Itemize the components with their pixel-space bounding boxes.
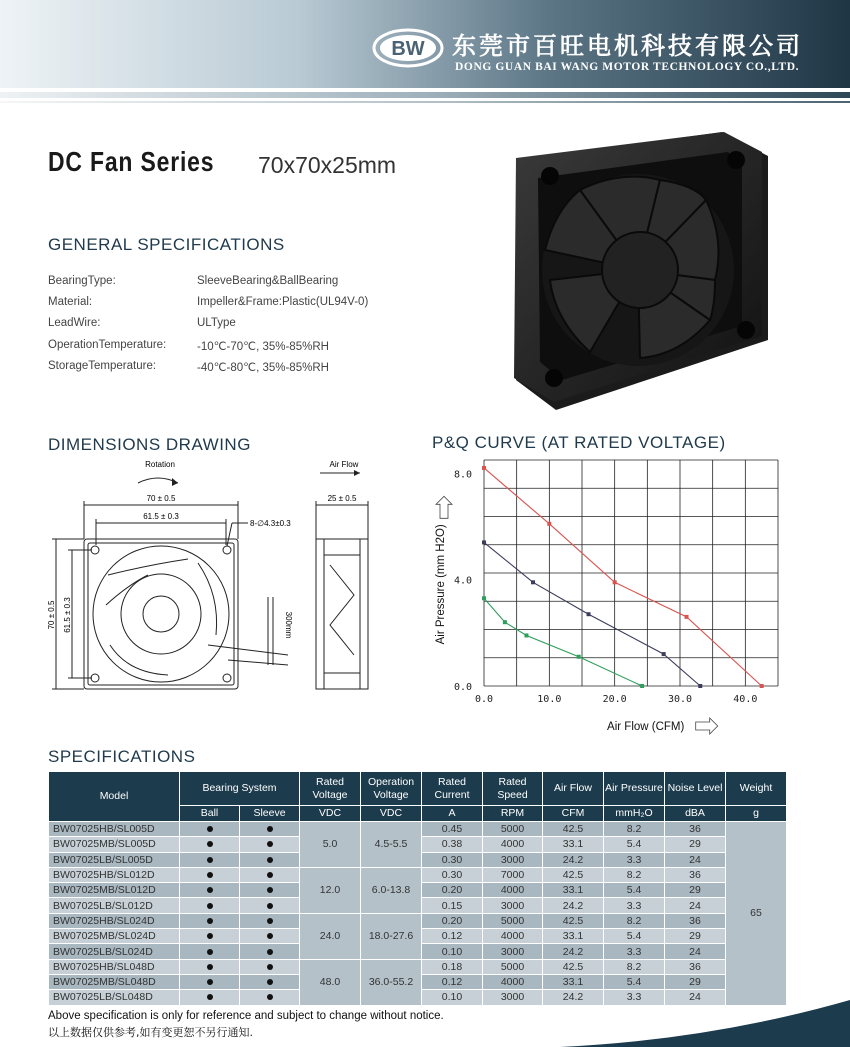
bullet-icon <box>267 826 273 832</box>
ball-cell <box>180 837 240 852</box>
data-point <box>531 580 535 584</box>
ball-cell <box>180 822 240 837</box>
bullet-icon <box>207 887 213 893</box>
th-rated-voltage: Rated Voltage <box>300 772 361 806</box>
flow-cell: 42.5 <box>543 867 604 882</box>
th-bearing: Bearing System <box>180 772 300 806</box>
pressure-cell: 8.2 <box>604 867 665 882</box>
flow-cell: 24.2 <box>543 944 604 959</box>
sleeve-cell <box>240 852 300 867</box>
depth-label: 25 ± 0.5 <box>327 494 357 503</box>
spec-row <box>48 359 329 374</box>
flow-cell: 24.2 <box>543 990 604 1005</box>
model-cell: BW07025LB/SL005D <box>49 852 180 867</box>
pressure-cell: 5.4 <box>604 974 665 989</box>
data-point <box>547 522 551 526</box>
page-title: DC Fan Series <box>48 146 215 177</box>
arrow-up-icon <box>436 496 452 518</box>
height-outer-label: 70 ± 0.5 <box>47 600 56 630</box>
series-line <box>484 598 642 686</box>
th-unit-noise: dBA <box>665 806 726 822</box>
weight-cell: 65 <box>726 822 787 1006</box>
data-point <box>503 620 507 624</box>
operation-voltage-cell: 18.0-27.6 <box>361 913 422 959</box>
pressure-cell: 3.3 <box>604 990 665 1005</box>
th-unit-flow: CFM <box>543 806 604 822</box>
data-point <box>482 540 486 544</box>
current-cell: 0.10 <box>422 990 483 1005</box>
bullet-icon <box>267 979 273 985</box>
general-spec-heading: GENERAL SPECIFICATIONS <box>48 235 285 254</box>
th-operation-voltage: Operation Voltage <box>361 772 422 806</box>
pressure-cell: 5.4 <box>604 837 665 852</box>
data-point <box>587 612 591 616</box>
corner-decoration <box>560 1000 850 1047</box>
model-cell: BW07025HB/SL024D <box>49 913 180 928</box>
noise-cell: 36 <box>665 959 726 974</box>
current-cell: 0.12 <box>422 929 483 944</box>
noise-cell: 24 <box>665 944 726 959</box>
spec-label: BearingType: <box>48 275 116 287</box>
pressure-cell: 5.4 <box>604 883 665 898</box>
header-stripe-thin <box>0 101 850 103</box>
spec-row <box>48 338 329 353</box>
model-cell: BW07025MB/SL048D <box>49 974 180 989</box>
y-tick-label: 0.0 <box>453 682 472 693</box>
spec-value: -10℃-70℃, 35%-85%RH <box>197 340 329 353</box>
noise-cell: 24 <box>665 990 726 1005</box>
flow-cell: 33.1 <box>543 837 604 852</box>
bullet-icon <box>267 841 273 847</box>
current-cell: 0.30 <box>422 852 483 867</box>
data-point <box>698 684 702 688</box>
sleeve-cell <box>240 883 300 898</box>
airflow-label: Air Flow <box>329 460 359 469</box>
specifications-table <box>48 771 787 1006</box>
sleeve-cell <box>240 867 300 882</box>
bullet-icon <box>267 903 273 909</box>
ball-cell <box>180 990 240 1005</box>
spec-value: -40℃-80℃, 35%-85%RH <box>197 361 329 374</box>
pq-chart <box>424 432 804 732</box>
th-unit-operation-voltage: VDC <box>361 806 422 822</box>
noise-cell: 24 <box>665 898 726 913</box>
th-air-pressure: Air Pressure <box>604 772 665 806</box>
th-rated-speed: Rated Speed <box>483 772 543 806</box>
x-tick-label: 20.0 <box>602 694 627 705</box>
spec-value: Impeller&Frame:Plastic(UL94V-0) <box>197 296 369 309</box>
fan-size: 70x70x25mm <box>258 152 397 178</box>
operation-voltage-cell: 6.0-13.8 <box>361 867 422 913</box>
model-cell: BW07025LB/SL012D <box>49 898 180 913</box>
bullet-icon <box>207 933 213 939</box>
ball-cell <box>180 913 240 928</box>
current-cell: 0.20 <box>422 883 483 898</box>
data-point <box>662 652 666 656</box>
current-cell: 0.30 <box>422 867 483 882</box>
current-cell: 0.12 <box>422 974 483 989</box>
operation-voltage-cell: 36.0-55.2 <box>361 959 422 1005</box>
bullet-icon <box>207 979 213 985</box>
arrow-right-icon <box>696 718 718 734</box>
width-outer-label: 70 ± 0.5 <box>146 494 176 503</box>
spec-label: OperationTemperature: <box>48 338 167 351</box>
current-cell: 0.15 <box>422 898 483 913</box>
spec-row <box>48 317 236 330</box>
noise-cell: 36 <box>665 867 726 882</box>
dimensions-heading: DIMENSIONS DRAWING <box>48 435 251 454</box>
spec-label: Material: <box>48 296 93 309</box>
bullet-icon <box>267 949 273 955</box>
disclaimer-cn: 以上数据仅供参考,如有变更恕不另行通知. <box>48 1026 253 1039</box>
lead-length-label: 300mm <box>284 611 293 639</box>
rated-voltage-cell: 12.0 <box>300 867 361 913</box>
model-cell: BW07025MB/SL005D <box>49 837 180 852</box>
y-tick-label: 8.0 <box>453 469 472 481</box>
operation-voltage-cell: 4.5-5.5 <box>361 822 422 868</box>
ball-cell <box>180 852 240 867</box>
data-point <box>613 580 617 584</box>
x-tick-label: 0.0 <box>474 694 494 705</box>
data-point <box>760 684 764 688</box>
th-model: Model <box>49 772 180 822</box>
logo-text: BW <box>391 38 425 60</box>
company-logo <box>372 28 444 68</box>
speed-cell: 4000 <box>483 883 543 898</box>
table-row <box>49 913 787 928</box>
bullet-icon <box>267 887 273 893</box>
pq-heading: P&Q CURVE (AT RATED VOLTAGE) <box>432 433 726 452</box>
noise-cell: 29 <box>665 974 726 989</box>
sleeve-cell <box>240 913 300 928</box>
sleeve-cell <box>240 959 300 974</box>
current-cell: 0.18 <box>422 959 483 974</box>
ball-cell <box>180 867 240 882</box>
ball-cell <box>180 974 240 989</box>
bullet-icon <box>267 994 273 1000</box>
flow-cell: 33.1 <box>543 974 604 989</box>
company-name-en: DONG GUAN BAI WANG MOTOR TECHNOLOGY CO.,LTD. <box>455 61 800 73</box>
noise-cell: 29 <box>665 837 726 852</box>
spec-label: StorageTemperature: <box>48 359 157 372</box>
data-point <box>640 684 644 688</box>
x-axis-label: Air Flow (CFM) <box>607 721 685 733</box>
header-stripe <box>0 92 850 98</box>
flow-cell: 42.5 <box>543 822 604 837</box>
pressure-cell: 8.2 <box>604 959 665 974</box>
sleeve-cell <box>240 929 300 944</box>
speed-cell: 5000 <box>483 822 543 837</box>
bullet-icon <box>207 964 213 970</box>
model-cell: BW07025HB/SL012D <box>49 867 180 882</box>
holes-label: 8-∅4.3±0.3 <box>250 519 291 528</box>
flow-cell: 42.5 <box>543 959 604 974</box>
flow-cell: 33.1 <box>543 929 604 944</box>
model-cell: BW07025MB/SL012D <box>49 883 180 898</box>
x-tick-label: 10.0 <box>537 694 562 705</box>
th-noise: Noise Level <box>665 772 726 806</box>
table-row <box>49 822 787 837</box>
bullet-icon <box>267 933 273 939</box>
fan-product-image <box>510 130 772 412</box>
table-row <box>49 867 787 882</box>
th-unit-weight: g <box>726 806 787 822</box>
pressure-cell: 3.3 <box>604 852 665 867</box>
ball-cell <box>180 944 240 959</box>
speed-cell: 4000 <box>483 929 543 944</box>
model-cell: BW07025LB/SL048D <box>49 990 180 1005</box>
spec-row <box>48 296 369 309</box>
flow-cell: 42.5 <box>543 913 604 928</box>
height-inner-label: 61.5 ± 0.3 <box>63 597 72 633</box>
data-point <box>577 655 581 659</box>
th-unit-pressure: mmH₂O <box>604 806 665 822</box>
sleeve-cell <box>240 822 300 837</box>
bullet-icon <box>207 949 213 955</box>
bullet-icon <box>267 918 273 924</box>
speed-cell: 5000 <box>483 959 543 974</box>
speed-cell: 7000 <box>483 867 543 882</box>
width-inner-label: 61.5 ± 0.3 <box>143 512 179 521</box>
sleeve-cell <box>240 944 300 959</box>
current-cell: 0.38 <box>422 837 483 852</box>
flow-cell: 24.2 <box>543 852 604 867</box>
bullet-icon <box>207 872 213 878</box>
sleeve-cell <box>240 898 300 913</box>
rotation-label: Rotation <box>145 460 175 469</box>
current-cell: 0.10 <box>422 944 483 959</box>
rated-voltage-cell: 5.0 <box>300 822 361 868</box>
th-unit-speed: RPM <box>483 806 543 822</box>
flow-cell: 33.1 <box>543 883 604 898</box>
noise-cell: 36 <box>665 913 726 928</box>
data-point <box>482 466 486 470</box>
th-sleeve: Sleeve <box>240 806 300 822</box>
spec-label: LeadWire: <box>48 317 101 330</box>
bullet-icon <box>207 841 213 847</box>
flow-cell: 24.2 <box>543 898 604 913</box>
rated-voltage-cell: 24.0 <box>300 913 361 959</box>
bullet-icon <box>207 903 213 909</box>
noise-cell: 24 <box>665 852 726 867</box>
noise-cell: 29 <box>665 883 726 898</box>
current-cell: 0.20 <box>422 913 483 928</box>
bullet-icon <box>267 964 273 970</box>
sleeve-cell <box>240 974 300 989</box>
bullet-icon <box>207 826 213 832</box>
bullet-icon <box>207 918 213 924</box>
th-unit-current: A <box>422 806 483 822</box>
th-weight: Weight <box>726 772 787 806</box>
pressure-cell: 5.4 <box>604 929 665 944</box>
pressure-cell: 8.2 <box>604 822 665 837</box>
rated-voltage-cell: 48.0 <box>300 959 361 1005</box>
bullet-icon <box>207 994 213 1000</box>
pressure-cell: 3.3 <box>604 944 665 959</box>
spec-value: SleeveBearing&BallBearing <box>197 275 339 287</box>
model-cell: BW07025LB/SL024D <box>49 944 180 959</box>
data-point <box>524 633 528 637</box>
data-point <box>482 596 486 600</box>
bullet-icon <box>207 857 213 863</box>
ball-cell <box>180 929 240 944</box>
th-rated-current: Rated Current <box>422 772 483 806</box>
dimensions-drawing <box>48 455 400 705</box>
speed-cell: 3000 <box>483 898 543 913</box>
sleeve-cell <box>240 837 300 852</box>
y-tick-label: 4.0 <box>453 575 472 587</box>
speed-cell: 5000 <box>483 913 543 928</box>
x-tick-label: 30.0 <box>667 694 693 705</box>
x-tick-label: 40.0 <box>733 694 758 705</box>
th-air-flow: Air Flow <box>543 772 604 806</box>
spec-row <box>48 275 339 287</box>
th-unit-rated-voltage: VDC <box>300 806 361 822</box>
speed-cell: 3000 <box>483 852 543 867</box>
noise-cell: 36 <box>665 822 726 837</box>
specifications-heading: SPECIFICATIONS <box>48 747 196 766</box>
ball-cell <box>180 898 240 913</box>
spec-value: ULType <box>197 317 236 330</box>
pressure-cell: 8.2 <box>604 913 665 928</box>
sleeve-cell <box>240 990 300 1005</box>
bullet-icon <box>267 872 273 878</box>
speed-cell: 4000 <box>483 974 543 989</box>
company-name-cn: 东莞市百旺电机科技有限公司 <box>452 31 803 60</box>
model-cell: BW07025HB/SL048D <box>49 959 180 974</box>
data-point <box>685 615 689 619</box>
disclaimer-en: Above specification is only for reference and subject to change without notice. <box>48 1010 444 1022</box>
y-axis-label: Air Pressure (mm H2O) <box>435 524 447 645</box>
model-cell: BW07025MB/SL024D <box>49 929 180 944</box>
noise-cell: 29 <box>665 929 726 944</box>
ball-cell <box>180 959 240 974</box>
model-cell: BW07025HB/SL005D <box>49 822 180 837</box>
bullet-icon <box>267 857 273 863</box>
pressure-cell: 3.3 <box>604 898 665 913</box>
th-ball: Ball <box>180 806 240 822</box>
speed-cell: 3000 <box>483 990 543 1005</box>
speed-cell: 4000 <box>483 837 543 852</box>
current-cell: 0.45 <box>422 822 483 837</box>
ball-cell <box>180 883 240 898</box>
table-row <box>49 959 787 974</box>
speed-cell: 3000 <box>483 944 543 959</box>
